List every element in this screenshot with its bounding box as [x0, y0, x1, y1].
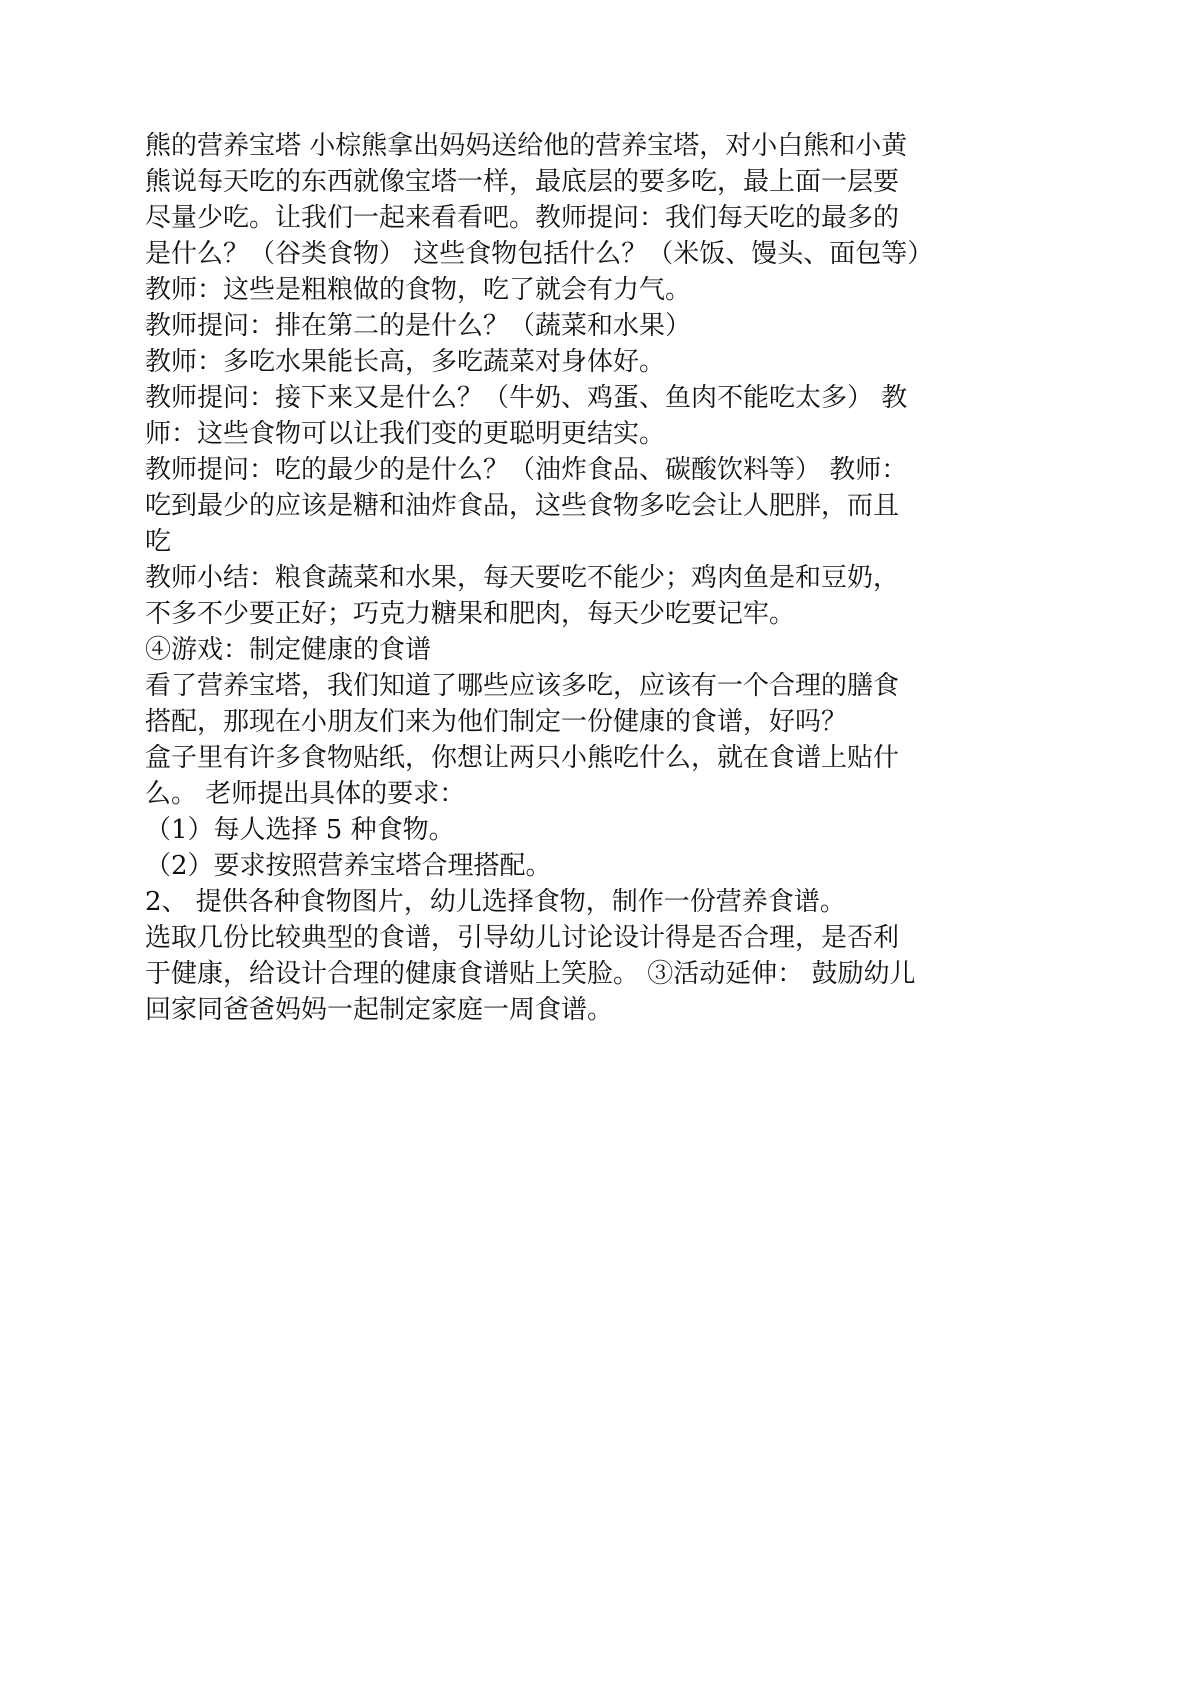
text-line: 熊说每天吃的东西就像宝塔一样，最底层的要多吃，最上面一层要	[145, 167, 900, 197]
text-line: 教师：多吃水果能长高，多吃蔬菜对身体好。	[145, 347, 666, 377]
text-line: （2）要求按照营养宝塔合理搭配。	[145, 851, 552, 881]
text-line: 搭配，那现在小朋友们来为他们制定一份健康的食谱，好吗？	[145, 707, 848, 737]
text-line: 师：这些食物可以让我们变的更聪明更结实。	[145, 419, 666, 449]
text-line: 回家同爸爸妈妈一起制定家庭一周食谱。	[145, 995, 614, 1025]
text-line: 教师提问：排在第二的是什么？（蔬菜和水果）	[145, 311, 692, 341]
text-line: 盒子里有许多食物贴纸，你想让两只小熊吃什么，就在食谱上贴什	[145, 743, 900, 773]
text-line: 教师小结：粮食蔬菜和水果，每天要吃不能少；鸡肉鱼是和豆奶，	[145, 563, 900, 593]
text-line: 看了营养宝塔，我们知道了哪些应该多吃，应该有一个合理的膳食	[145, 671, 900, 701]
text-line: 选取几份比较典型的食谱，引导幼儿讨论设计得是否合理，是否利	[145, 923, 900, 953]
text-line: 熊的营养宝塔 小棕熊拿出妈妈送给他的营养宝塔，对小白熊和小黄	[145, 131, 908, 161]
text-line: 于健康，给设计合理的健康食谱贴上笑脸。 ③活动延伸： 鼓励幼儿	[145, 959, 916, 989]
text-line: 尽量少吃。让我们一起来看看吧。教师提问：我们每天吃的最多的	[145, 203, 900, 233]
text-line: 教师提问：接下来又是什么？（牛奶、鸡蛋、鱼肉不能吃太多） 教	[145, 383, 908, 413]
text-line: 是什么？（谷类食物） 这些食物包括什么？（米饭、馒头、面包等）	[145, 239, 934, 269]
text-line: 教师：这些是粗粮做的食物，吃了就会有力气。	[145, 275, 692, 305]
text-line: 2、 提供各种食物图片，幼儿选择食物，制作一份营养食谱。	[145, 887, 846, 917]
text-line: 么。 老师提出具体的要求：	[145, 779, 466, 809]
text-line: 不多不少要正好；巧克力糖果和肥肉，每天少吃要记牢。	[145, 599, 796, 629]
text-line: （1）每人选择 5 种食物。	[145, 815, 455, 845]
text-line: ④游戏：制定健康的食谱	[145, 635, 432, 665]
text-line: 吃到最少的应该是糖和油炸食品，这些食物多吃会让人肥胖，而且	[145, 491, 900, 521]
text-line: 吃	[145, 527, 172, 557]
text-line: 教师提问：吃的最少的是什么？（油炸食品、碳酸饮料等） 教师：	[145, 455, 908, 485]
